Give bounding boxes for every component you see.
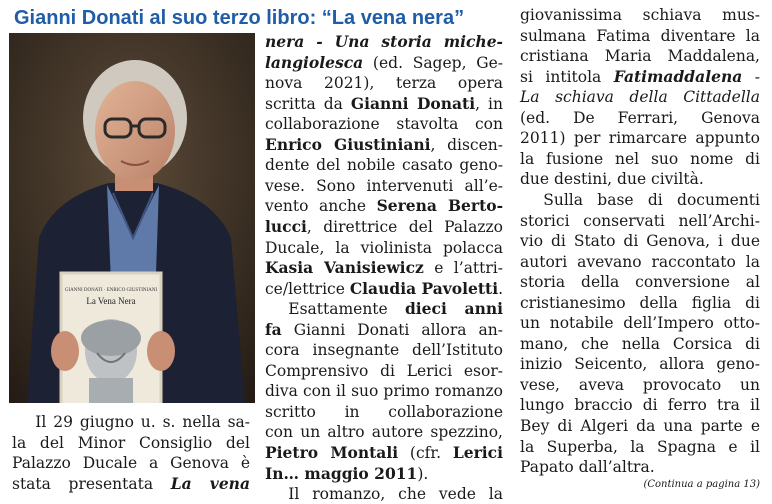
text-run: La vena [170,473,250,493]
text-line [520,46,760,66]
text-run: Serena Berto- [376,196,503,216]
text-run: con un altro autore spezzino, [265,423,503,442]
text-line [265,94,503,114]
text-run: inizio Seicento, allora geno- [520,355,760,374]
text-line [520,437,760,457]
text-line [265,73,503,93]
text-run: sulmana Fatima diventare la [520,26,760,45]
text-run: lucci [265,216,307,236]
text-run: dente del nobile casato geno- [265,156,503,175]
text-line [265,340,503,360]
book-title: La Vena Nera [86,296,136,306]
text-run: Ducale, la violinista polacca [265,238,503,257]
book-authors: GIANNI DONATI · ENRICO GIUSTINIANI [64,288,158,293]
text-line [520,231,760,251]
text-run: vio di Stato di Genova, i due [520,232,760,251]
text-line [520,416,760,436]
text-run: Sulla base di documenti [520,190,760,209]
text-run: Pietro Montali [265,443,399,462]
text-run: La schiava della Cittadella [520,88,760,107]
text-run: , discen- [430,135,504,154]
text-line [265,381,503,401]
text-line [12,433,250,453]
text-run: . [498,279,504,298]
author-photo [9,33,255,403]
text-run: Fatimaddalena [613,66,743,86]
text-line [520,272,760,292]
text-run: Esattamente [265,300,405,319]
text-line [520,5,760,25]
text-run: vento anche [265,197,377,216]
text-run: Comprensivo di Lerici esor- [265,361,503,380]
text-run: si intitola [520,67,614,86]
text-line [520,149,760,169]
text-run: stata presentata [12,474,171,493]
text-line [265,422,503,442]
text-line [265,135,503,155]
text-line [265,484,503,504]
text-line [265,217,503,237]
text-run: Kasia Vanisiewicz [265,258,424,278]
text-run: Il 29 giugno u. s. nella sa- [12,413,250,431]
text-run: la del Minor Consiglio del [12,433,250,452]
text-line [520,128,760,148]
text-line [520,313,760,333]
text-run: dieci anni [404,299,504,319]
text-run: langiolesca [265,52,364,72]
text-line [520,190,760,210]
text-run: collaborazione stavolta con [265,115,503,134]
text-line [265,299,503,319]
text-run: ce/lettrice [265,279,350,298]
text-run: ). [417,464,429,483]
text-run: (cfr. [398,444,453,462]
text-line [265,279,503,299]
text-line [520,67,760,87]
text-run: giovanissima schiava mus- [520,6,760,24]
text-run: 2011) per rimarcare appunto [520,129,760,148]
text-run: autori avevano raccontato la [520,252,760,271]
text-run: , in [475,94,503,113]
text-run: Il romanzo, che vede la [265,485,503,504]
text-run: mano, che nella Corsica di [520,334,760,353]
text-line [265,238,503,258]
text-line [520,169,760,189]
text-line [520,354,760,374]
text-run: vese, aveva provocato un [520,375,760,394]
text-run: cristianesimo della figlia di [520,293,760,312]
text-run: Gianni Donati allora an- [281,320,503,339]
text-line [520,334,760,354]
text-run: vese. Sono intervenuti all’e- [265,176,503,195]
text-run: nova 2021), terza opera [265,74,503,93]
text-line [520,211,760,231]
text-line [520,457,760,477]
text-line [520,395,760,415]
continued-note: (Continua a pagina 13) [643,479,760,490]
text-run: Claudia Pavoletti [349,278,499,298]
text-run: storia della conversione al [520,273,760,292]
text-run: , direttrice del Palazzo [306,217,503,236]
text-run: lungo braccio di ferro tra il [520,396,760,415]
text-run: scritto in collaborazione [265,402,503,421]
text-run: la Superba, la Spagna e il [520,437,760,456]
text-line [265,53,503,73]
text-run: la fusione nel suo nome di [520,149,760,168]
text-line [12,453,250,473]
text-line [12,474,250,494]
text-run: Bey di Algeri da una parte e [520,417,760,435]
text-run: cristiana Maria Maddalena, [520,47,760,66]
text-run: diva con il suo primo romanzo [265,382,503,401]
text-line [265,114,503,134]
text-line [520,252,760,272]
text-line [520,375,760,395]
text-run: In… maggio 2011 [265,463,418,483]
text-line [265,32,503,52]
text-run: Enrico Giustiniani [265,134,431,154]
text-run: fa [265,319,282,339]
text-run: due destini, due civiltà. [520,170,704,189]
text-line [520,108,760,128]
text-run: Papato dall’altra. [520,458,655,477]
text-line [520,87,760,107]
text-run: e l’attri- [423,259,503,278]
text-run: nera - Una storia miche- [265,32,503,51]
text-line [12,412,250,432]
text-line [265,155,503,175]
article-headline: Gianni Donati al suo terzo libro: “La vena nera” [14,7,465,29]
text-run: storici conservati nell’Archi- [520,211,760,230]
text-line [265,464,503,484]
text-run: un notabile dell’Impero otto- [520,314,760,333]
book-cover [61,273,161,403]
text-line [265,176,503,196]
text-run: Palazzo Ducale a Genova è [12,454,250,473]
text-line [520,26,760,46]
text-run: (ed. Sagep, Ge- [363,53,503,72]
text-run: cora insegnante dell’Istituto [265,341,503,360]
text-line [520,293,760,313]
text-run: Gianni Donati [350,93,476,113]
text-run: scritta da [265,94,351,113]
text-line [265,402,503,422]
text-line [265,258,503,278]
text-run: Lerici [452,443,503,462]
text-line [265,443,503,463]
text-line [265,320,503,340]
text-line [265,196,503,216]
text-run: - [742,67,760,86]
text-line [265,361,503,381]
text-run: (ed. De Ferrari, Genova [520,108,760,127]
